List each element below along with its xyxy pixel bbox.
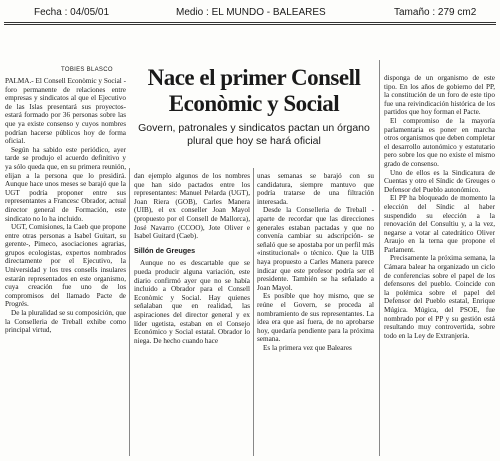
header-date: Fecha : 04/05/01 (34, 7, 110, 18)
col4-paragraph: disponga de un organismo de este tipo. En los años de gobierno del PP, la constitución de un foro de este tipo fue una reivindicación histórica de los partidos que hoy forman el Pacte. (384, 74, 495, 117)
col1-paragraph: PALMA.- El Consell Econòmic y Social -foro permanente de relaciones entre empresas y sindicatos al que el Ejecutivo de las Islas presentará sus proyectos- estará formado por 36 personas sobre las que ya existe consenso y cuyos nombres podrían hacerse públicos hoy de forma oficial. (5, 77, 126, 146)
article-subheadline: Govern, patronales y sindicatos pactan un órgano plural que hoy se hará oficial (138, 122, 370, 147)
header-rule-bottom (4, 24, 496, 25)
col3-paragraph: Es posible que hoy mismo, que se reúne el Govern, se proceda al nombramiento de sus representantes. La idea era que así fuera, de no aprobarse hoy, quedaría pendiente para la próxima semana. (257, 292, 374, 344)
header-size: Tamaño : 279 cm2 (394, 7, 477, 18)
article-column-2 (134, 172, 250, 457)
header-medio: Medio : EL MUNDO - BALEARES (176, 7, 326, 18)
col2-paragraph: dan ejemplo algunos de los nombres que han sido pactados entre los representantes: Manuel Pelarda (UGT), Joan Riera (GOB), Carles Manera (UIB), el ex conseller Joan Mayol (propuesto por el Consell de Mallorca), José Navarro (CCOO), Jote Oliver e Isabel Guitard (Caeb). (134, 172, 250, 241)
col4-paragraph: Precisamente la próxima semana, la Cámara balear ha organizado un ciclo de conferencias sobre el papel de los defensores del pueblo. Coincide con la polémica sobre el papel del Defensor del Pueblo estatal, Enrique Múgica. Múgica, del PSOE, fue nombrado por el PP y su gestión está resultando muy controvertida, sobre todo en la Ley de Extranjería. (384, 254, 495, 340)
col1-paragraph: Según ha sabido este periódico, ayer tarde se produjo el acuerdo definitivo y ya sólo queda que, en su primera reunión, elijan a la persona que lo presidirá. Aunque hace unos meses se barajó que la UGT podría proponer entre sus representantes a Francesc Obrador, actual director general de Formación, este sindicato no lo ha incluido. (5, 145, 126, 223)
article-byline: TOBIES BLASCO (61, 67, 113, 73)
col3-paragraph: Es la primera vez que Baleares (263, 343, 352, 352)
col2-subheading: Sillón de Greuges (134, 245, 196, 255)
col4-paragraph: El compromiso de la mayoría parlamentaria es poner en marcha otros organismos que deben completar el desarrollo autonómico y estatutario pero sobre los que no existe el mismo grado de consenso. (384, 116, 495, 168)
column-divider (379, 60, 380, 456)
col3-paragraph: Desde la Conselleria de Treball -aparte de recordar que las direcciones generales estaban pactadas y que no convenía cambiar su adscripción- se señaló que se apostaba por un perfil más «institucional» o técnico. Que la UIB haya propuesto a Carles Manera parece indicar que este profesor podría ser el presidente. También se ha señalado a Joan Mayol. (257, 206, 374, 292)
article-headline (130, 65, 378, 117)
clipping-header (0, 4, 500, 21)
column-divider (253, 168, 254, 456)
col1-paragraph: UGT, Comisiones, la Caeb que propone entre otras personas a Isabel Guitart, su gerente-, Pimeco, asociaciones agrarias, grupos ecologistas, expertos nombrados directamente por el Ejecutivo, la Universidad y los tres consells insulares estarán representados en este organismo, cuya creación fue uno de los compromisos del llamado Pacte de Progrés. (5, 223, 126, 309)
article-column-4 (384, 74, 495, 457)
header-rule-top (4, 22, 496, 23)
column-divider (129, 168, 130, 456)
headline-line-2: Econòmic y Social (168, 91, 340, 116)
col3-paragraph: unas semanas se barajó con su candidatura, siempre mantuvo que podría tratarse de una filtración interesada. (257, 172, 374, 206)
article-column-1 (5, 77, 126, 457)
col4-paragraph: El PP ha bloqueado de momento la elección del Síndic al haber suspendido su elección a la renovación del Consultiu y, a la vez, negarse a votar al catedrático Oliver Araujo en la terna que propone el Parlament. (384, 194, 495, 254)
col1-paragraph: De la pluralidad se su composición, que la Conselleria de Treball exhibe como principal virtud, (5, 309, 126, 335)
article-column-3 (257, 172, 374, 457)
headline-line-1: Nace el primer Consell (147, 65, 361, 90)
col4-paragraph: Uno de ellos es la Sindicatura de Cuentas y otro el Síndic de Greuges o Defensor del Pueblo autonómico. (384, 168, 495, 194)
col2-paragraph: Aunque no es descartable que se pueda producir alguna variación, este diario confirmó ayer que no se había incluido a Obrador para el Consell Econòmic y Social. Hay quienes señalaban que en realidad, las aspiraciones del director general y ex líder ugetista, estaban en el Consejo Económico y Social estatal. Obrador lo niega. De hecho cuando hace (134, 259, 250, 345)
